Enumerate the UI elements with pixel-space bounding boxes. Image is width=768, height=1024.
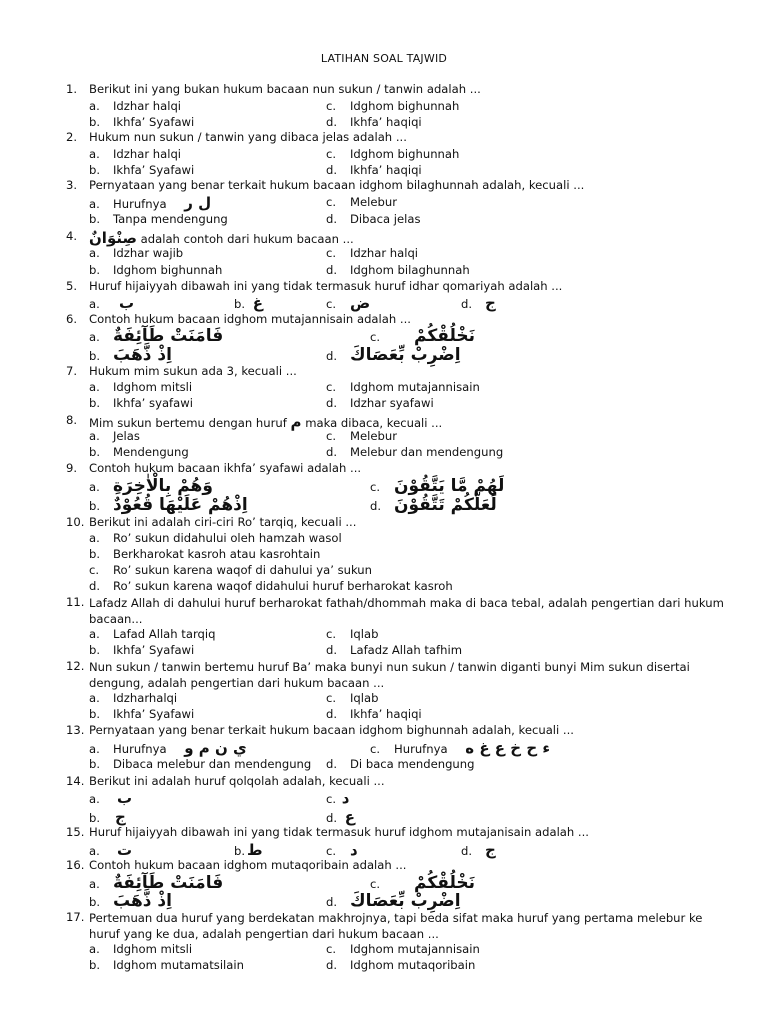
question-number: 14. <box>66 774 85 788</box>
option-d: d. اِضْرِبْ بِّعَصَاكَ <box>326 345 461 365</box>
option-b: b. Dibaca melebur dan mendengung <box>89 757 312 771</box>
question-text: Huruf hijaiyyah dibawah ini yang tidak termasuk huruf idhar qomariyah adalah ... <box>89 279 563 293</box>
question-number: 3. <box>66 178 78 192</box>
option-c: c. ض <box>326 294 371 312</box>
question-number: 8. <box>66 413 78 427</box>
question-number: 17. <box>66 910 85 924</box>
option-c: c. Melebur <box>326 429 397 443</box>
option-c: c. نَخْلُقْكُمْ <box>370 873 476 893</box>
option-a: a. ت <box>89 841 133 859</box>
option-b: b. Idghom mutamatsilain <box>89 958 244 972</box>
option-a: a. Idzhar halqi <box>89 147 182 161</box>
question-number: 10. <box>66 515 85 529</box>
question-text: Berikut ini adalah ciri-ciri Ro’ tarqiq, kecuali ... <box>89 515 357 529</box>
option-b: b. Idghom bighunnah <box>89 263 223 277</box>
question-text: Contoh hukum bacaan idghom mutaqoribain adalah ... <box>89 858 407 872</box>
option-d: d. Dibaca jelas <box>326 212 421 226</box>
question-number: 12. <box>66 659 85 673</box>
question-text: Pernyataan yang benar terkait hukum bacaan idghom bighunnah adalah, kecuali ... <box>89 723 574 737</box>
option-c: c. Idghom bighunnah <box>326 147 460 161</box>
option-d: d. Idzhar syafawi <box>326 396 434 410</box>
question-text: Nun sukun / tanwin bertemu huruf Ba’ maka bunyi nun sukun / tanwin diganti bunyi Mim sukun disertai dengung, adalah pengertian dari hukum bacaan ... <box>89 660 690 690</box>
question-number: 9. <box>66 461 78 475</box>
option-b: b. Ikhfa’ syafawi <box>89 396 193 410</box>
option-b: b. ط <box>234 841 263 859</box>
question-number: 7. <box>66 364 78 378</box>
option-a: a. ب <box>89 294 135 312</box>
option-a: a. Idzharhalqi <box>89 691 178 705</box>
question-text: Pertemuan dua huruf yang berdekatan makhrojnya, tapi beda sifat maka huruf yang pertama melebur ke huruf yang ke dua, adalah pengertian dari hukum bacaan ... <box>89 911 703 941</box>
question-text: Contoh hukum bacaan idghom mutajannisain adalah ... <box>89 312 411 326</box>
option-b: b. Ikhfa’ Syafawi <box>89 643 195 657</box>
option-c: c. Ro’ sukun karena waqof di dahului ya’ sukun <box>89 563 373 577</box>
option-c: c. Idzhar halqi <box>326 246 419 260</box>
option-b: b. اِذْهُمْ عَلَيْهَا قُعُوْدٌ <box>89 495 248 515</box>
question-text: Lafadz Allah di dahului huruf berharokat fathah/dhommah maka di baca tebal, adalah pengertian dari hukum bacaan... <box>89 596 724 626</box>
question-number: 1. <box>66 82 78 96</box>
option-a: a. Ro’ sukun didahului oleh hamzah wasol <box>89 531 342 545</box>
option-c: c. Idghom bighunnah <box>326 99 460 113</box>
option-c: c. نَخْلُقْكُمْ <box>370 326 476 346</box>
question-text: صِنْوَانٌ adalah contoh dari hukum bacaan ... <box>89 229 354 247</box>
option-d: d. Di baca mendengung <box>326 757 475 771</box>
option-a: a. Idzhar halqi <box>89 99 182 113</box>
question-text: Pernyataan yang benar terkait hukum bacaan idghom bilaghunnah adalah, kecuali ... <box>89 178 585 192</box>
question-number: 2. <box>66 130 78 144</box>
question-text: Mim sukun bertemu dengan huruf م maka dibaca, kecuali ... <box>89 413 443 431</box>
option-d: d. Ikhfa’ haqiqi <box>326 115 422 129</box>
option-d: d. Ikhfa’ haqiqi <box>326 707 422 721</box>
option-a: a. Idzhar wajib <box>89 246 184 260</box>
question-text: Berikut ini adalah huruf qolqolah adalah, kecuali ... <box>89 774 385 788</box>
option-c: c. Idghom mutajannisain <box>326 380 480 394</box>
option-b: b. اِذْ ذَّهَبَ <box>89 891 172 911</box>
option-d: d. Ikhfa’ haqiqi <box>326 163 422 177</box>
option-a: a. Idghom mitsli <box>89 380 193 394</box>
question-number: 15. <box>66 825 85 839</box>
option-b: b. Berkharokat kasroh atau kasrohtain <box>89 547 321 561</box>
option-d: d. ع <box>326 808 355 826</box>
option-b: b. غ <box>234 294 263 312</box>
option-b: b. Ikhfa’ Syafawi <box>89 163 195 177</box>
question-number: 13. <box>66 723 85 737</box>
option-c: c. Hurufnya ء ح خ ع غ ه <box>370 739 551 757</box>
option-d: d. Ro’ sukun karena waqof didahului huruf berharokat kasroh <box>89 579 453 593</box>
option-d: d. Melebur dan mendengung <box>326 445 504 459</box>
option-c: c. Iqlab <box>326 627 379 641</box>
option-a: a. Lafad Allah tarqiq <box>89 627 216 641</box>
option-a: a. Idghom mitsli <box>89 942 193 956</box>
question-number: 11. <box>66 595 85 609</box>
option-c: c. د <box>326 789 350 807</box>
option-a: a. ب <box>89 789 133 807</box>
option-a: a. Jelas <box>89 429 140 443</box>
option-c: c. د <box>326 841 358 859</box>
question-text: Hukum mim sukun ada 3, kecuali ... <box>89 364 297 378</box>
option-a: a. وَهُمْ بِالْاٰخِرَةِ <box>89 476 213 496</box>
option-d: d. Idghom bilaghunnah <box>326 263 470 277</box>
option-d: d. اِضْرِبْ بِّعَصَاكَ <box>326 891 461 911</box>
option-d: d. Idghom mutaqoribain <box>326 958 476 972</box>
option-b: b. Ikhfa’ Syafawi <box>89 115 195 129</box>
option-a: a. فَامَنَتْ طَآئِفَةٌ <box>89 873 224 893</box>
question-number: 16. <box>66 858 85 872</box>
question-text: Huruf hijaiyyah dibawah ini yang tidak termasuk huruf idghom mutajanisain adalah ... <box>89 825 589 839</box>
option-c: c. لَهُمْ مَّا يَتَّقُوْنَ <box>370 476 505 496</box>
question-text: Berikut ini yang bukan hukum bacaan nun sukun / tanwin adalah ... <box>89 82 481 96</box>
option-b: b. اِذْ ذَّهَبَ <box>89 345 172 365</box>
option-c: c. Idghom mutajannisain <box>326 942 480 956</box>
option-d: d. ج <box>461 841 496 859</box>
option-b: b. Ikhfa’ Syafawi <box>89 707 195 721</box>
option-a: a. Hurufnya ل ر <box>89 194 212 212</box>
question-text: Contoh hukum bacaan ikhfa’ syafawi adalah ... <box>89 461 362 475</box>
option-d: d. Lafadz Allah tafhim <box>326 643 462 657</box>
option-b: b. Tanpa mendengung <box>89 212 228 226</box>
question-text: Hukum nun sukun / tanwin yang dibaca jelas adalah ... <box>89 130 407 144</box>
question-number: 5. <box>66 279 78 293</box>
option-c: c. Melebur <box>326 195 397 209</box>
option-a: a. فَامَنَتْ طَآئِفَةٌ <box>89 326 224 346</box>
option-b: b. ج <box>89 808 126 826</box>
option-c: c. Iqlab <box>326 691 379 705</box>
page-title: LATIHAN SOAL TAJWID <box>320 52 448 65</box>
option-d: d. لَعَلَّكُمْ تَتَّقُوْنَ <box>370 495 497 515</box>
option-b: b. Mendengung <box>89 445 189 459</box>
question-number: 6. <box>66 312 78 326</box>
question-number: 4. <box>66 229 78 243</box>
option-d: d. ج <box>461 294 496 312</box>
option-a: a. Hurufnya ي ن م و <box>89 739 247 757</box>
